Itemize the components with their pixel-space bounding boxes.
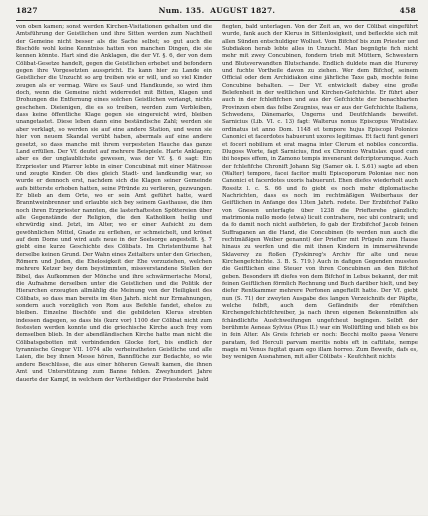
- left-column: [16, 24, 212, 516]
- header-rule: [16, 20, 418, 21]
- text-columns: [16, 24, 418, 516]
- left-column-text: von oben kamen; sonst werden Kirchen-Visitationen gehalten und die Amtsführung der Geistlichen und ihre Sitten werden zum Nachtheil der Gemeine nicht besser als die Sache selbst; so gut auch die Bischöfe wohl keine Kenntniss hatten von manchen Dingen, die sie kennen könnte. Hart sind die Anklagen, die der Vf. §. 6, der von dem Cölibat-Gesetze handelt, gegen die Geistlichen erhebet und befondern gegen ihre Vorgesetzten ausspricht. Es kann hier zu Lande ein Geistlicher die Unzucht so arg treiben wie er will, und so viel Kinder zeugen als er vermag. Wäre es Sauf- und Handkunde, so wird ihm doch, wenn die Gemeine nicht widerredet mit Bitten, Klagen und Drohungen die Entfernung eines solchen Geistlichen verlangt, nichts geschehen. Dieienigen, die es so treiben, werden zum Verbleiben, dass keine öffentliche Klage gegen sie eingereicht wird, bleiben unangetastet. Diese leben dann eine beständische Zahl; werden sie aber verklagt, so werden sie auf eine andere Station, und wenn sie hier von neuem Skandal verübt haben, abermals auf eine andere gesetzt, so dass manche mit ihrem verpesteten Hauche das ganze Land erfüllen. Der Vf. deutet auf mehrere Beispiele. Harte Anklagen; aber es der unglaublichste gewesen, was der Vf. §. 6 sagt: Ein Erzpriester und Pfarrer lebte in einer Concubinat mit einer Mätresse und zeugte Kinder. Ob dies gleich Stadt- und landkundig war, so wurde er dennoch erst, nachdem sich die Klagen seiner Gemeinde aufs bitterste erhoben hatten, seine Pfründe zu verlieren, gezwungen. Er blieb an dem Orte, wo er sein Amt geführt hatte, ward Branntweinbrenner und erlaubte sich bey seinem Gasthause, die ihm noch ihren Erzpriester nannten, die lasterhaftesten Spöttereien über alle Gegenstände der Religion, die den Katholiken heilig und ehrwürdig sind. Jetzt, im Alter, wo er einer Aufsicht zu dem gewöhnlichen Mittel, Gnade zu erflehen, er schmeichelt, und krönet auf dem Dome und wird aufs neue in der Seelsorge angestellt. §. 7 giebt eine kurze Geschichte des Cölibats. Im Christenthume hat derselbe keinen Grund. Der Wahn eines Zeitalters unter den Griechen, Römern und Juden, die Ehelosigkeit der Ehe vorzuziehen, welchen mehrere Ketzer bey dem beystimmten, missverstandene Stellen der Bibel, das Aufkommen der Mönche und ihre schwärmerische Moral, die Aufnahme derselben unter die Geistlichen und die Politik der Hierarchen erzeugten allmählig die Meinung von der Heiligkeit des Cölibats, so dass man bereits im 4ten Jahrh. nicht nur Ermahnungen, sondern auch vorzüglich von Rom aus Befehle fandet, ehelos zu bleiben. Einzelne Bischöfe und die gebildeten Klerus strebten indessen dagegen, so dass bis (kurz vor) 1100 der Cölibat nicht zum festesten werden konnte und die griechische Kirche auch frey vom demselben blieb. In der abendländischen Kirche hatte man nicht die Cölibatsgebotten mit verbindenden Glocke fort, bis endlich der tyrannische Gregor VII. 1074 alle verheiratheten Geistliche und alle Laien, die bey ihnen Messe hören, Bannflüche zur Bedachte, so wie andere Beschlüsse, die aus einer höheren Gewalt kamen, die ihnen Amt und Unterstützung zum Banne fehlen. Zweyhundert Jahre dauerte der Kampf, in welchem der Vertheidiger der Priesterehe bald: [16, 24, 212, 383]
- header-date: AUGUST 1827.: [210, 6, 276, 15]
- right-column: [222, 24, 418, 516]
- header-year: 1827: [16, 6, 38, 15]
- page-header: [16, 6, 418, 18]
- header-issue: Num. 135.: [158, 6, 205, 15]
- right-column-text: fiegten, bald unterlagen. Von der Zeit an, wo der Cölibat eingeführt wurde, fank auch der Klerus in Sittenlosigkeit, und befleckte sich mit allen Sünden entschuldiger Wollust. Vom Bifchof bis zum Priester und Subdiakon herab lebte alles in Unzucht. Man begnügte fich nicht mehr mit zwey Concubinen, fondern trieb mit Müttern, Schwestern und Blutsverwandten Blutschande. Endlich duldete man die Hurerey und fuchte Vortheile davon zu ziehen. Wer dem Bifchof, seinem Official oder dem Archidiakon eine jährliche Taxe gab, mochte feine Concubine behalten. — Der Vf. entwickelt dabey eine große Belefenheit in der weltlichen und Kirchen-Gefchichte. Er führt aber auch in der fchlefifchen und aus der Gefchichte der benachbarten Provinzen eben das felbe Zeugniss, was er aus der Gefchichte Italiens, Schwedens, Dänemarks, Ungerns und Deutfchlands beweifet. Sarnicius (Lib. VI. c. 13) fagt: Walterus nonus Episcopus Wratislav. ordinatus ist anno Dom. 1148 et tempore hujus Episcopi Polonice Canonici et facerdotes habuerunt uxores legitimas. Et facti funt generi et foceri nobilium et erat magna inter Clerum et nobiles concordia. Dlugoss Worte, fagt Sarnicius, find ex Chronico Wratislav. quod cum ibi hospes effem, in Zamono tempis invenerant defcriptorumque. Auch der fchlefifche Chronift Johann Sig (Samer ok. I. S.61) sagte ad eben (Walter) tempore, facei facitor multi Episcoporum Poloniae nec non Canonici et facerdotes uxoris habuerunt. Ehen diefes wiederholt auch Rossitz l. c. S. 66 und fo giebt es noch mehr diplomatische Nachrichten, dass es noch im rechtmäßigen Weiberhaus der Geiftlichen in Anfange des 13ten Jahrh. redete. Der Erzbifchof Falko von Gnesen unterfagte über 1238 die Priefterehe gänzlich; matrimonia nullo modo (etwa) licuit contrahere, nec ubi contrarii; und da fo damit noch nicht aufhörten, fo gab der Erzbifchof Jacob feinen Suffraganen an die Hand, die Concubinen (fo werden nun auch die rechtmäßigen Weiber genannt) der Priefter mit Prügeln zum Hause hinaus zu werfen und die mit ihnen Kindern in immerwährende Sklaverey zu ftoßen (Tyskinreg's Archiv für alte und neue Kirchengefchichte. 3. B. S. 719.) Auch in dafigen Gegenden mussten die Geiftlichen eine Steuer von ihren Concubinen an den Bifchof geben. Besonders ift diefes von dem Bifchof in Lebus bekannt, der mit feinen Geiftlichen förmlich Rechnung und Buch darüber hielt, und bey diefer Rentkammer mehrere Perfonen angeftellt hatte. Der Vf. giebt nun (S. 71) der zweyten Ausgabe des langen Verzeichnifs der Päpfte, welche felbft, auch dem Gefändnifs der römifchen Kirchengefchichtfchreiber, ja nach ihren eigenen Bekenntniffen als fchändlichfte Ausfchweifungen ungefcheut begingen. Selbft der berühmte Aeneas Sylvius (Pius II.) war ein Wollüftling und blieb es bis in fein Alter. Als Greis fchrieb er noch: Becchi molto passa Venere paratam, fed Herculi parvam meritis nobis eft in caftitate, nempe magis mi Venus fugitat quam ego illam horreo. Zum Beweife, dafs es, bey wenigen Ausnahmen, mit aller Cölibats - Keufchheit nichts: [222, 24, 418, 361]
- header-page-number: 458: [399, 6, 416, 15]
- header-title: [16, 6, 418, 15]
